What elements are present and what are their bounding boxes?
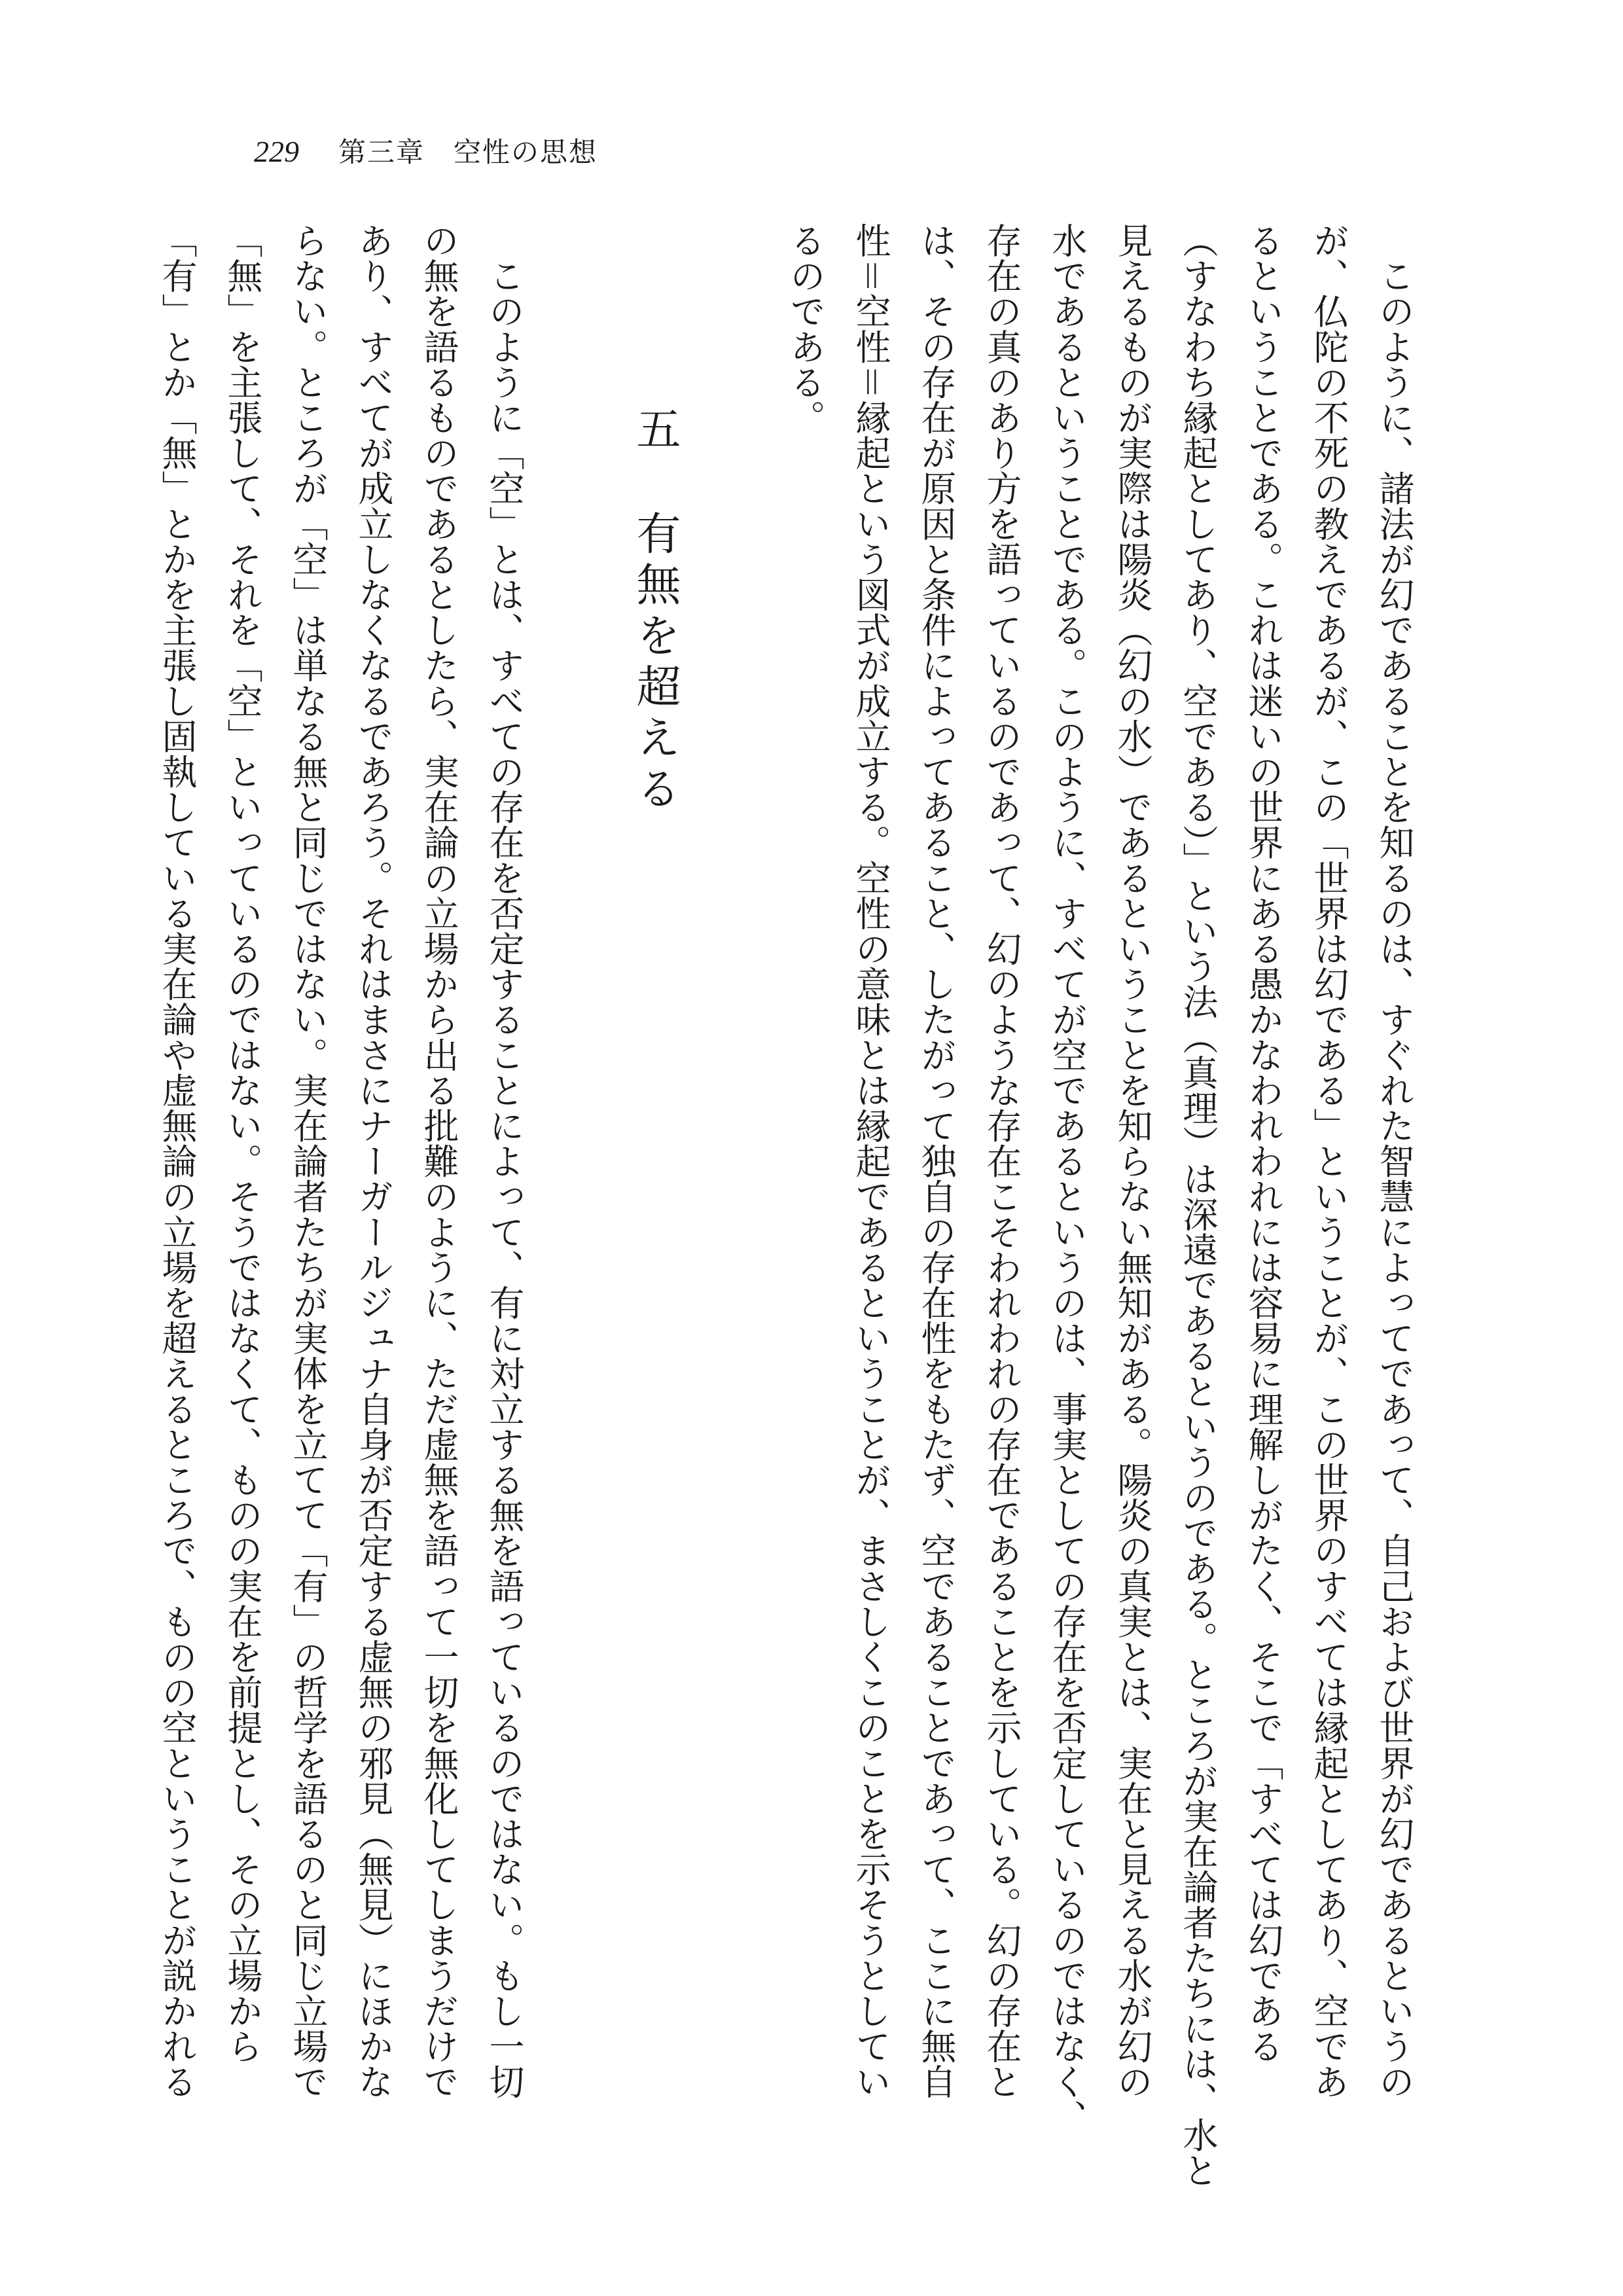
page-number: 229 [254,135,299,168]
text-line: は、その存在が原因と条件によってあること、したがって独自の存在性をもたず、空であることであって、ここに無自 [916,223,957,2100]
running-head [254,131,597,170]
text-line: 性＝空性＝縁起という図式が成立する。空性の意味とは縁起であるということが、まさしくこのことを示そうとしてい [850,223,891,2100]
text-line: るのである。 [785,223,826,435]
text-line: 存在の真のあり方を語っているのであって、幻のような存在こそわれわれの存在であることを示している。幻の存在と [981,223,1022,2100]
chapter-title: 第三章 空性の思想 [338,136,598,168]
text-line: らない。ところが「空」は単なる無と同じではない。実在論者たちが実体を立てて「有」の哲学を語るのと同じ立場で [287,223,329,2100]
section-heading [622,223,687,1990]
text-line: 「無」を主張して、それを「空」といっているのではない。そうではなくて、ものの実在を前提とし、その立場から [222,223,263,2064]
section-title: 有無を超える [629,510,681,817]
body-text [144,223,1427,2188]
text-line: 見えるものが実際は陽炎（幻の水）であるということを知らない無知がある。陽炎の真実とは、実在と見える水が幻の [1112,223,1153,2100]
text-line: 「有」とか「無」とかを主張し固執している実在論や虚無論の立場を超えるところで、ものの空ということが説かれる [156,223,198,2100]
text-line: 水であるということである。このように、すべてが空であるというのは、事実としての存在を否定しているのではなく、 [1046,223,1088,2135]
section-number: 五 [629,406,681,457]
text-line: このように、諸法が幻であることを知るのは、すぐれた智慧によってであって、自己および世界が幻であるというの [1374,223,1415,2100]
text-line: が、仏陀の不死の教えであるが、この「世界は幻である」ということが、この世界のすべては縁起としてあり、空であ [1308,223,1349,2100]
text-line: このように「空」とは、すべての存在を否定することによって、有に対立する無を語っているのではない。もし一切 [484,223,525,2100]
text-line: るということである。これは迷いの世界にある愚かなわれわれには容易に理解しがたく、そこで「すべては幻である [1243,223,1284,2064]
text-line: あり、すべてが成立しなくなるであろう。それはまさにナーガールジュナ自身が否定する虚無の邪見（無見）にほかな [353,223,394,2100]
text-line: の無を語るものであるとしたら、実在論の立場から出る批難のように、ただ虚無を語って一切を無化してしまうだけで [418,223,459,2100]
text-line: （すなわち縁起としてあり、空である）」という法（真理）は深遠であるというのである。ところが実在論者たちには、水と [1177,223,1219,2188]
